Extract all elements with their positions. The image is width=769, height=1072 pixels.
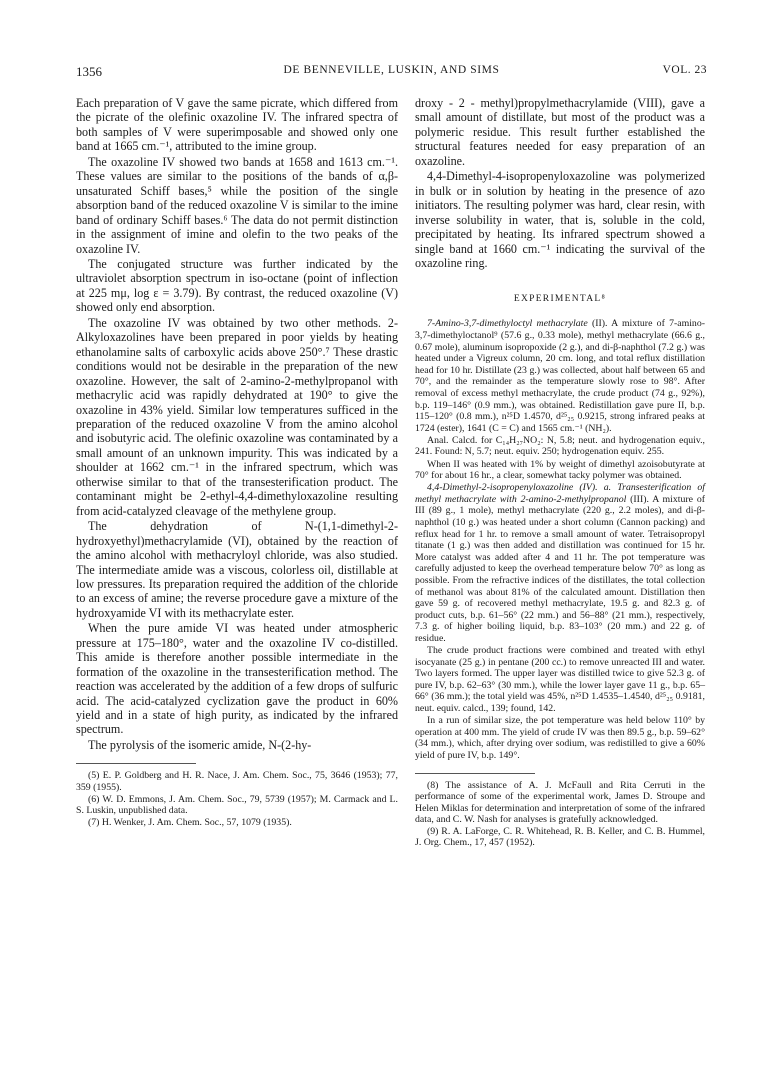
left-footnotes [76, 770, 398, 828]
footnote: (5) E. P. Goldberg and H. R. Nace, J. Am. Chem. Soc., 75, 3646 (1953); 77, 359 (1955). [76, 770, 398, 793]
footnote: (8) The assistance of A. J. McFaull and Rita Cerruti in the performance of some of the experimental work, James D. Stroupe and Helen Miklas for determination and interpretation of some of the infrared data, and C. W. Nash for analyses is gratefully acknowledged. [415, 779, 705, 826]
right-column [415, 96, 705, 849]
experimental-paragraph: In a run of similar size, the pot temperature was held below 110° by operation at 400 mm. The yield of crude IV was then 89.5 g., b.p. 59–62° (34 mm.), which, after drying over sodium, was redistilled to give a 60% yield of pure IV, b.p. 149°. [415, 715, 705, 761]
paragraph: The pyrolysis of the isomeric amide, N-(2-hy- [88, 737, 312, 752]
paragraph-body: (III). A mixture of III (89 g., 1 mole), methyl methacrylate (220 g., 2.2 moles), and di-β-naphthol (10 g.) was heated under a short column (Cannon packing) and reflux head for 1 hr. to remove a small amount of water. Tetraisopropyl titanate (1 g.) was then added and distillation was continued for 15 hr. More catalyst was added after 4 and 11 hr. The pot temperature was carefully adjusted to keep the overhead temperature below 70° as long as possible. From the refractive indices of the distillates, the total collection of methanol was about 81% of the calculated amount. Distillation then gave 59 g. of recovered methyl methacrylate, 19.5 g. and 82.3 g. of product cuts, b.p. 61–56° (22 mm.) and 56–88° (21 mm.), respectively, 7.3 g. of higher boiling liquid, b.p. 83–103° (20 mm.) and 22 g. of residue. [415, 493, 706, 644]
running-header [76, 64, 707, 84]
volume-label: VOL. 23 [662, 64, 707, 76]
running-head-authors: DE BENNEVILLE, LUSKIN, AND SIMS [283, 64, 500, 76]
analysis-paragraph: Anal. Calcd. for C₁₄H₂₇NO₂: N, 5.8; neut. and hydrogenation equiv., 241. Found: N, 5.7; neut. equiv. 250; hydrogenation equiv. 255. [415, 434, 705, 458]
right-footnotes [415, 780, 705, 850]
paragraph: The oxazoline IV was obtained by two other methods. 2-Alkyloxazolines have been prepared in poor yields by heating ethanolamine salts of carboxylic acids above 250°.⁷ These drastic conditions would not be desirable in the preparation of the new oxazoline. However, the salt of 2-amino-2-methylpropanol with methacrylic acid was rapidly dehydrated at 190° to give the oxazoline in 43% yield. Similar low temperatures sufficed in the preparation of the reduced oxazoline V from the amino alcohol and isobutyric acid. The olefinic oxazoline was contaminated by a small amount of an unknown impurity. This was indicated by a shoulder at 1662 cm.⁻¹ in the infrared spectrum, which was otherwise similar to that of the transesterification product. The contaminant might be 2-ethyl-4,4-dimethyloxazoline resulting from acid-catalyzed cleavage of the methylene group. [76, 315, 398, 518]
experimental-section [415, 318, 705, 761]
paragraph: 4,4-Dimethyl-4-isopropenyloxazoline was polymerized in bulk or in solution by heating in the presence of azo initiators. The resulting polymer was hard, clear resin, with inverse solubility in water, that is, soluble in the cold, precipitated by heating. Its infrared spectrum showed a single band at 1660 cm.⁻¹ indicating the survival of the oxazoline ring. [415, 169, 705, 270]
paragraph: When the pure amide VI was heated under atmospheric pressure at 175–180°, water and the oxazoline IV co-distilled. This amide is therefore another possible intermediate in the formation of the oxazoline in the transesterification method. The reaction was accelerated by the addition of a few drops of sulfuric acid. The acid-catalyzed cyclization gave the product in 60% yield and in a state of high purity, as indicated by the infrared spectrum. [76, 621, 398, 737]
footnote: (9) R. A. LaForge, C. R. Whitehead, R. B. Keller, and C. B. Hummel, J. Org. Chem., 17, 457 (1952). [415, 825, 705, 849]
page-number: 1356 [76, 64, 102, 79]
experimental-paragraph: When II was heated with 1% by weight of dimethyl azoisobutyrate at 70° for about 16 hr., a clear, somewhat tacky polymer was obtained. [415, 458, 705, 482]
experimental-paragraph [415, 318, 705, 434]
left-body-text [76, 96, 398, 752]
left-column [76, 96, 398, 828]
compound-title: 4,4-Dimethyl-2-isopropenyloxazoline (IV). a. Transesterification of methyl methacrylate with 2-amino-2-methylpropanol [415, 482, 705, 505]
footnote-rule [415, 773, 535, 774]
experimental-paragraph [415, 482, 705, 644]
paragraph: droxy - 2 - methyl)propylmethacrylamide (VIII), gave a small amount of distillate, but most of the product was a polymeric residue. This result further established the structural features needed for easy preparation of an oxazoline. [415, 96, 705, 168]
section-heading-experimental: EXPERIMENTAL⁸ [513, 294, 607, 305]
footnote: (7) H. Wenker, J. Am. Chem. Soc., 57, 1079 (1935). [88, 816, 292, 828]
footnote-rule [76, 763, 196, 764]
paragraph: The oxazoline IV showed two bands at 1658 and 1613 cm.⁻¹. These values are similar to the positions of the bands of α,β-unsaturated Schiff bases,⁵ while the position of the single absorption band of the reduced oxazoline V is similar to the imine band of ordinary Schiff bases.⁶ The data do not permit distinction in the assignment of imine and olefin to the two peaks of the oxazoline IV. [76, 154, 398, 256]
paragraph-body: (II). A mixture of 7-amino-3,7-dimethyloctanol⁹ (57.6 g., 0.33 mole), methyl methacrylate (66.6 g., 0.67 mole), aluminum isopropoxide (2 g.), and di-β-naphthol (7.2 g.) was heated under a Vigreux column, 20 cm. long, and total reflux distillation head for 10 hr. Distillate (23 g.) was collected, about half between 65 and 70°, and the remainder as the temperature slowly rose to 98°. After removal of excess methyl methacrylate, the crude product (74 g., 92%), b.p. 119–146° (0.9 mm.), was obtained. Redistillation gave pure II, b.p. 115–120° (0.8 mm.), n²⁵D 1.4570, d²⁵₂₅ 0.9215, strong infrared peaks at 1724 (ester), 1641 (C = C) and 1565 cm.⁻¹ (NH₂). [415, 318, 705, 434]
paragraph: The dehydration of N-(1,1-dimethyl-2-hydroxyethyl)methacrylamide (VI), obtained by the reaction of the amino alcohol with methacryloyl chloride, was also studied. The intermediate amide was a viscous, colorless oil, distillable at low pressures. Its preparation required the addition of the chloride to an excess of amine; the reverse procedure gave a mixture of the hydroxyamide VI with its methacrylate ester. [76, 519, 398, 620]
paragraph: Each preparation of V gave the same picrate, which differed from the picrate of the olefinic oxazoline IV. The infrared spectra of both samples of V were superimposable and showed only one band at 1665 cm.⁻¹, attributed to the imine group. [76, 96, 398, 154]
right-body-text [415, 96, 705, 270]
compound-title: 7-Amino-3,7-dimethyloctyl methacrylate [427, 318, 588, 330]
footnote: (6) W. D. Emmons, J. Am. Chem. Soc., 79, 5739 (1957); M. Carmack and L. S. Luskin, unpublished data. [76, 793, 398, 817]
experimental-paragraph: The crude product fractions were combined and treated with ethyl isocyanate (25 g.) in pentane (200 cc.) to remove unreacted III and water. Two layers formed. The upper layer was distilled twice to give 52.3 g. of pure IV, b.p. 62–63° (30 mm.), while the lower layer gave 11 g., b.p. 65–66° (36 mm.); the total yield was 45%, n²⁵D 1.4535–1.4540, d²⁵₂₅ 0.9181, neut. equiv. calcd., 139; found, 142. [415, 645, 705, 715]
paragraph: The conjugated structure was further indicated by the ultraviolet absorption spectrum in iso-octane (point of inflection at 225 mμ, log ε = 3.79). By contrast, the reduced oxazoline (V) showed only end absorption. [76, 256, 398, 315]
